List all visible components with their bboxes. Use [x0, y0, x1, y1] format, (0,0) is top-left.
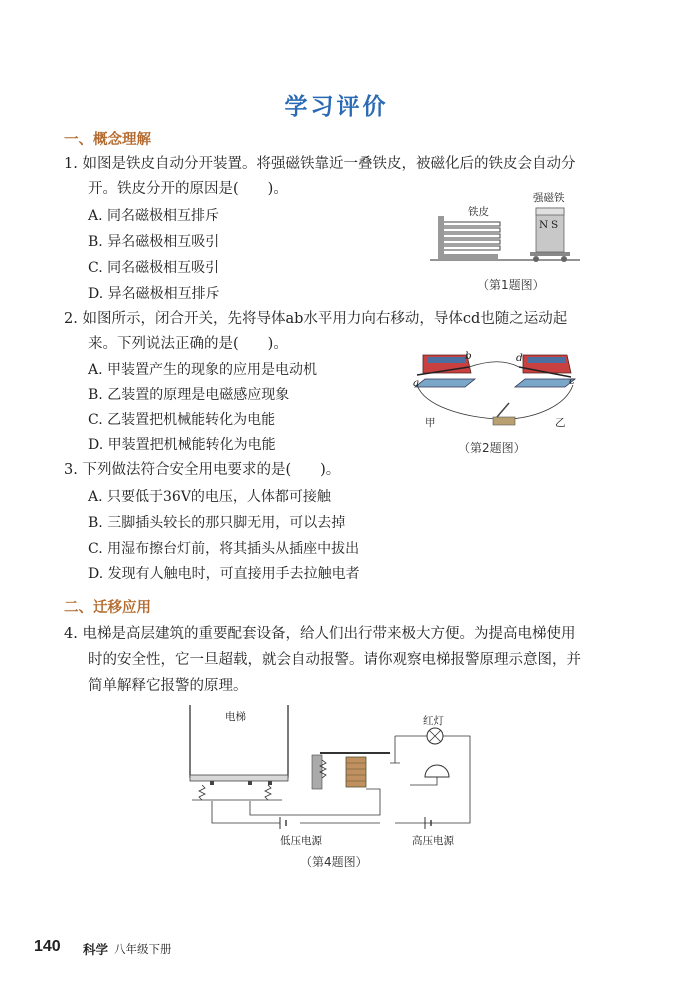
q1-option-d: D. 异名磁极相互排斥 — [88, 286, 220, 302]
q3-option-b: B. 三脚插头较长的那只脚无用，可以去掉 — [88, 515, 346, 531]
q1-caption: （第1题图） — [477, 278, 545, 292]
section-heading-concept: 一、概念理解 — [64, 132, 151, 148]
q4-caption: （第4题图） — [300, 855, 368, 869]
q1-figure — [430, 182, 590, 272]
q1-label-iron: 铁皮 — [468, 206, 489, 218]
q2-caption: （第2题图） — [458, 441, 526, 455]
q2-option-d: D. 甲装置把机械能转化为电能 — [88, 437, 276, 453]
q1-stem-line1: 1. 如图是铁皮自动分开装置。将强磁铁靠近一叠铁皮，被磁化后的铁皮会自动分 — [64, 156, 576, 172]
q2-label-b: b — [465, 350, 472, 362]
q2-label-jia: 甲 — [425, 417, 436, 429]
q4-label-elevator: 电梯 — [225, 711, 246, 723]
footer-page-number: 140 — [34, 938, 61, 955]
q3-option-c: C. 用湿布擦台灯前，将其插头从插座中拔出 — [88, 541, 360, 557]
page-title: 学习评价 — [284, 94, 389, 120]
q2-label-c: c — [569, 375, 575, 387]
q4-label-red-lamp: 红灯 — [423, 715, 444, 727]
q3-option-a: A. 只要低于36V的电压，人体都可接触 — [88, 489, 331, 505]
q2-stem-line2: 来。下列说法正确的是( )。 — [88, 336, 288, 352]
footer-grade: 八年级下册 — [114, 942, 172, 956]
q2-option-a: A. 甲装置产生的现象的应用是电动机 — [88, 362, 318, 378]
q4-stem-line1: 4. 电梯是高层建筑的重要配套设备，给人们出行带来极大方便。为提高电梯使用 — [64, 626, 576, 642]
q4-stem-line2: 时的安全性，它一旦超载，就会自动报警。请你观察电梯报警原理示意图，并 — [88, 652, 581, 668]
q4-label-low-power: 低压电源 — [280, 835, 322, 847]
q4-label-high-power: 高压电源 — [412, 835, 454, 847]
q2-option-b: B. 乙装置的原理是电磁感应现象 — [88, 387, 290, 403]
q1-pole-n: N — [539, 219, 549, 231]
q2-label-yi: 乙 — [555, 417, 566, 429]
q2-label-d: d — [516, 352, 523, 364]
q1-option-a: A. 同名磁极相互排斥 — [88, 208, 220, 224]
q1-stem-line2: 开。铁皮分开的原因是( )。 — [88, 181, 288, 197]
q1-label-magnet: 强磁铁 — [533, 192, 565, 204]
q3-stem: 3. 下列做法符合安全用电要求的是( )。 — [64, 462, 341, 478]
section-heading-application: 二、迁移应用 — [64, 600, 151, 616]
q1-pole-s: S — [551, 219, 559, 231]
q1-option-c: C. 同名磁极相互吸引 — [88, 260, 220, 276]
footer-subject: 科学 — [83, 942, 109, 957]
q4-stem-line3: 简单解释它报警的原理。 — [88, 678, 248, 694]
q2-option-c: C. 乙装置把机械能转化为电能 — [88, 412, 276, 428]
q3-option-d: D. 发现有人触电时，可直接用手去拉触电者 — [88, 566, 360, 582]
q2-stem-line1: 2. 如图所示，闭合开关，先将导体ab水平用力向右移动，导体cd也随之运动起 — [64, 311, 568, 327]
q2-label-a: a — [413, 377, 420, 389]
q1-option-b: B. 异名磁极相互吸引 — [88, 234, 220, 250]
